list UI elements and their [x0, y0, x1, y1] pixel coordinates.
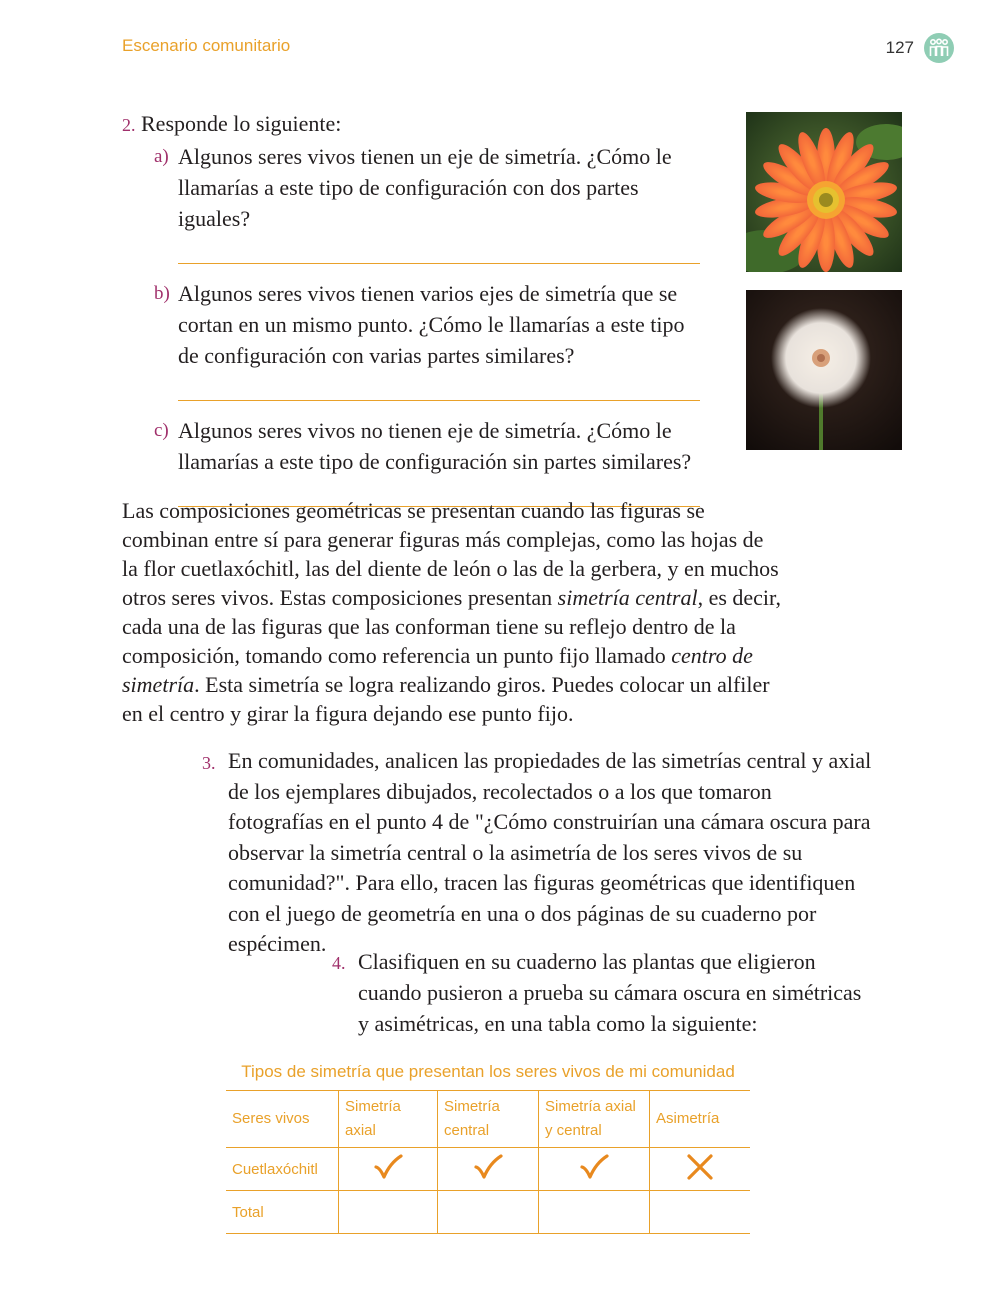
cross-icon: [650, 1148, 751, 1191]
answer-line-b[interactable]: [178, 399, 700, 401]
table-header-cell: Simetría axial: [339, 1091, 438, 1148]
paragraph-text: . Esta simetría se logra realizando giros. Puedes colocar un alfiler en el centro y girar la figura dejando ese punto fijo.: [122, 672, 770, 726]
table-header-cell: Simetría central: [438, 1091, 539, 1148]
check-icon: [539, 1148, 650, 1191]
check-icon: [438, 1148, 539, 1191]
page-number: 127: [885, 38, 914, 57]
table-empty-cell[interactable]: [650, 1191, 751, 1234]
check-icon: [339, 1148, 438, 1191]
sub-question-letter: a): [154, 146, 169, 167]
symmetry-table: [226, 1090, 750, 1234]
table-row-label: Total: [226, 1191, 339, 1234]
activity-number: 3.: [202, 753, 216, 773]
question-number: 2.: [122, 115, 136, 135]
symmetry-paragraph: [122, 496, 782, 728]
sub-question-letter: c): [154, 420, 169, 441]
paragraph-emphasis: simetría central: [557, 585, 698, 610]
table-title: Tipos de simetría que presentan los seres vivos de mi comunidad: [241, 1062, 735, 1081]
activity-text: Clasifiquen en su cuaderno las plantas que eligieron cuando pusieron a prueba su cámara oscura en simétricas y asimétricas, en una tabla como la siguiente:: [358, 949, 862, 1036]
activity-number: 4.: [332, 953, 346, 973]
table-empty-cell[interactable]: [339, 1191, 438, 1234]
table-empty-cell[interactable]: [438, 1191, 539, 1234]
sub-question-text: Algunos seres vivos no tienen eje de simetría. ¿Cómo le llamarías a este tipo de configuración sin partes similares?: [178, 418, 692, 474]
activity-4: [332, 946, 872, 1039]
page-header-right: [886, 33, 954, 63]
table-header-cell: Simetría axial y central: [539, 1091, 650, 1148]
table-header-cell: Asimetría: [650, 1091, 751, 1148]
section-title: Escenario comunitario: [122, 36, 291, 55]
sub-question-text: Algunos seres vivos tienen un eje de simetría. ¿Cómo le llamarías a este tipo de configuración con dos partes iguales?: [178, 144, 672, 231]
question-2: [122, 108, 702, 507]
sub-question-text: Algunos seres vivos tienen varios ejes de simetría que se cortan en un mismo punto. ¿Cómo le llamarías a este tipo de configuración con varias partes similares?: [178, 281, 685, 368]
paragraph-text: Las composiciones geométricas se presentan cuando las figuras se combinan entre sí para generar figuras más complejas, como las hojas de la flor cuetlaxóchitl, las del diente de león o las de la gerbera, y en muchos otros seres vivos. Estas composiciones presentan: [122, 498, 779, 610]
activity-text: En comunidades, analicen las propiedades de las simetrías central y axial de los ejemplares dibujados, recolectados o a los que tomaron fotografías en el punto 4 de "¿Cómo construirían una cámara oscura para observar la simetría central o la asimetría de los seres vivos de su comunidad?". Para ello, tracen las figuras geométricas que identifiquen con el juego de geometría en una o dos páginas de su cuaderno por espécimen.: [228, 748, 872, 956]
paragraph-text: , es decir, cada una de las figuras que las conforman tiene su reflejo dentro de la composición, tomando como referencia un punto fijo llamado: [122, 585, 781, 668]
table-row: [226, 1191, 750, 1234]
question-title: Responde lo siguiente:: [141, 111, 342, 136]
community-icon: [924, 33, 954, 63]
gerbera-photo: [746, 112, 902, 272]
sub-question-a: [122, 141, 702, 234]
sub-question-letter: b): [154, 283, 170, 304]
sub-question-c: [122, 415, 702, 477]
table-empty-cell[interactable]: [539, 1191, 650, 1234]
table-header-row: [226, 1091, 750, 1148]
activity-3: [202, 746, 872, 960]
table-row-label: Cuetlaxóchitl: [226, 1148, 339, 1191]
sub-question-b: [122, 278, 702, 371]
dandelion-photo: [746, 290, 902, 450]
question-2-heading: [122, 108, 702, 141]
paragraph-emphasis: centro de simetría: [122, 643, 753, 697]
table-row: [226, 1148, 750, 1191]
answer-line-a[interactable]: [178, 262, 700, 264]
table-header-cell: Seres vivos: [226, 1091, 339, 1148]
